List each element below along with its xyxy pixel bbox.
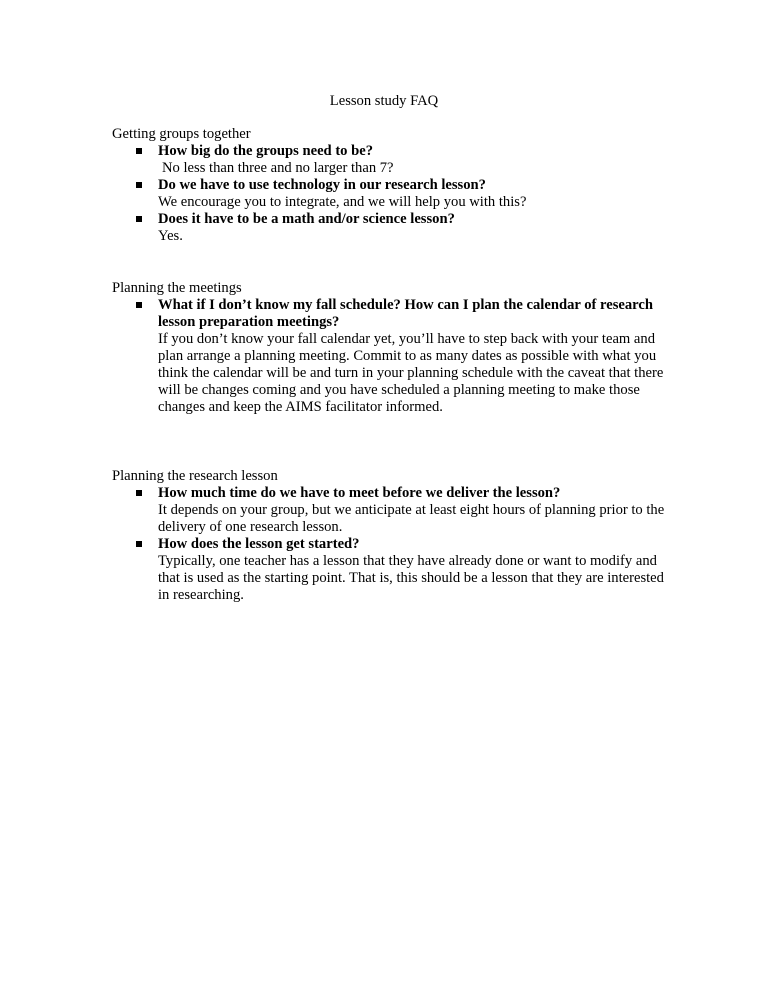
faq-answer: We encourage you to integrate, and we will help you with this? — [158, 194, 527, 210]
faq-item — [112, 143, 672, 177]
faq-list — [112, 297, 672, 416]
section-heading: Planning the meetings — [112, 280, 242, 296]
document-title: Lesson study FAQ — [329, 93, 439, 109]
faq-section-getting-groups — [112, 126, 672, 245]
square-bullet-icon — [136, 302, 142, 308]
faq-item — [112, 297, 672, 416]
faq-answer: Typically, one teacher has a lesson that they have already done or want to modify and that is used as the starting point. That is, this should be a lesson that they are interested in researching. — [158, 553, 664, 603]
faq-list — [112, 143, 672, 245]
faq-section-planning-research-lesson — [112, 468, 672, 604]
faq-question: What if I don’t know my fall schedule? How can I plan the calendar of research lesson preparation meetings? — [158, 297, 653, 330]
faq-item — [112, 485, 672, 536]
faq-item — [112, 536, 672, 604]
faq-section-planning-meetings — [112, 280, 672, 416]
faq-question: How big do the groups need to be? — [158, 143, 374, 159]
faq-answer: It depends on your group, but we anticipate at least eight hours of planning prior to the delivery of one research lesson. — [158, 502, 665, 535]
square-bullet-icon — [136, 216, 142, 222]
square-bullet-icon — [136, 182, 142, 188]
square-bullet-icon — [136, 148, 142, 154]
square-bullet-icon — [136, 541, 142, 547]
faq-list — [112, 485, 672, 604]
square-bullet-icon — [136, 490, 142, 496]
faq-question: How does the lesson get started? — [158, 536, 360, 552]
faq-item — [112, 177, 672, 211]
faq-answer: No less than three and no larger than 7? — [162, 160, 394, 176]
faq-question: How much time do we have to meet before we deliver the lesson? — [158, 485, 561, 501]
section-heading: Getting groups together — [112, 126, 251, 142]
faq-question: Do we have to use technology in our research lesson? — [158, 177, 486, 193]
faq-answer: If you don’t know your fall calendar yet, you’ll have to step back with your team and plan arrange a planning meeting. Commit to as many dates as possible with what you think the calendar will be and turn in your planning schedule with the caveat that there will be changes coming and you have scheduled a planning meeting to make those changes and keep the AIMS facilitator informed. — [158, 331, 664, 415]
faq-item — [112, 211, 672, 245]
faq-answer: Yes. — [158, 228, 183, 244]
faq-question: Does it have to be a math and/or science lesson? — [158, 211, 455, 227]
section-heading: Planning the research lesson — [112, 468, 278, 484]
